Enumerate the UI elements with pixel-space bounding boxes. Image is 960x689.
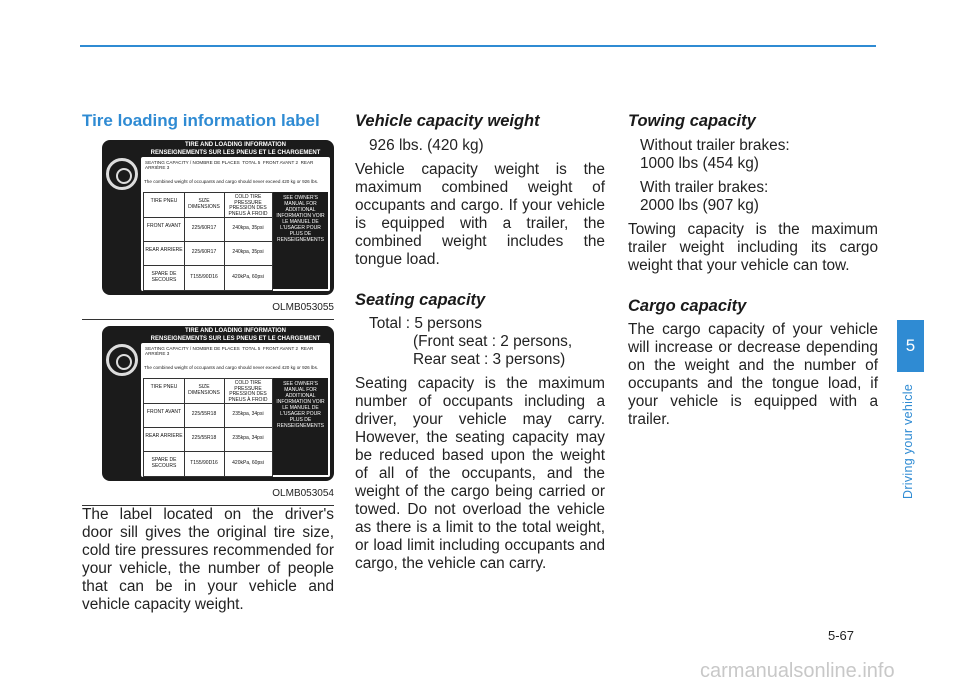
section-heading-tire-label: Tire loading information label xyxy=(82,111,320,130)
seating-front: FRONT AVANT 2 xyxy=(262,160,299,165)
seating-capacity-paragraph: Seating capacity is the maximum number of occupants including a driver, your vehicle may carry. However, the seating capacity may be reduced based upon the weight of all of the occupants, and the weight of the cargo being carried or towed. Do not overload the vehicle as there is a limit to the total weight, or load limit including occupants and cargo, the vehicle can carry. xyxy=(355,375,605,572)
hdr-size: SIZE DIMENSIONS xyxy=(188,198,220,210)
front-label: FRONT AVANT xyxy=(146,409,182,415)
spare-psi: 420kPa, 60psi xyxy=(232,274,264,280)
towing-without-value: 1000 lbs (454 kg) xyxy=(640,155,759,172)
cargo-capacity-heading: Cargo capacity xyxy=(628,297,747,315)
vehicle-capacity-heading: Vehicle capacity weight xyxy=(355,112,540,130)
chapter-title: Driving your vehicle xyxy=(901,383,915,499)
figure-divider xyxy=(82,319,334,320)
vehicle-capacity-value: 926 lbs. (420 kg) xyxy=(369,137,484,154)
seating-en: SEATING CAPACITY xyxy=(145,346,189,351)
spare-size: T155/90D16 xyxy=(190,274,218,280)
seating-row: SEATING CAPACITY / NOMBRE DE PLACES TOTAL 5 FRONT AVANT 2 REAR ARRIÈRE 3 xyxy=(145,346,314,356)
spare-label: SPARE DE SECOURS xyxy=(151,457,177,469)
page-number: 5-67 xyxy=(828,628,855,643)
seating-en: SEATING CAPACITY xyxy=(145,160,189,165)
spare-psi: 420kPa, 60psi xyxy=(232,460,264,466)
towing-with-label: With trailer brakes: xyxy=(640,179,769,196)
seating-front: FRONT AVANT 2 xyxy=(262,346,299,351)
front-size: 225/60R17 xyxy=(191,225,217,231)
tire-label-image xyxy=(102,326,334,481)
front-psi: 240kpa, 35psi xyxy=(232,225,264,231)
label-title xyxy=(141,140,330,158)
image-code: OLMB053055 xyxy=(272,302,334,313)
see-manual-box: SEE OWNER'S MANUAL FOR ADDITIONAL INFORMATION VOIR LE MANUEL DE L'USAGER POUR PLUS DE RENSEIGNEMENTS xyxy=(273,378,328,475)
weight-note: The combined weight of occupants and cargo should never exceed 420 kg or 926 lbs. xyxy=(144,179,319,184)
rear-size: 225/60R17 xyxy=(191,249,217,255)
label-title-en: TIRE AND LOADING INFORMATION xyxy=(185,328,286,334)
seating-total: TOTAL 5 xyxy=(242,160,261,165)
vehicle-capacity-paragraph: Vehicle capacity weight is the maximum combined weight of occupants and cargo. If your vehicle is equipped with a trailer, the combined weight includes the tongue load. xyxy=(355,161,605,268)
seating-total: Total : 5 persons xyxy=(369,315,482,332)
rear-psi: 240kpa, 35psi xyxy=(232,249,264,255)
seating-row: SEATING CAPACITY / NOMBRE DE PLACES TOTAL 5 FRONT AVANT 2 REAR ARRIÈRE 3 xyxy=(145,160,314,170)
column-2 xyxy=(355,108,605,573)
hdr-tire: TIRE PNEU xyxy=(150,198,178,204)
seating-capacity-heading: Seating capacity xyxy=(355,291,486,309)
column-1 xyxy=(82,108,334,613)
seating-total: TOTAL 5 xyxy=(242,346,261,351)
spare-size: T155/90D16 xyxy=(190,460,218,466)
tire-icon xyxy=(106,158,138,190)
watermark: carmanualsonline.info xyxy=(700,660,895,682)
column-3 xyxy=(628,108,878,429)
rear-psi: 235kpa, 34psi xyxy=(232,435,264,441)
rear-label: REAR ARRIERE xyxy=(145,433,183,439)
towing-without-label: Without trailer brakes: xyxy=(640,137,790,154)
label-title xyxy=(141,326,330,344)
tire-table xyxy=(143,378,273,477)
image-code: OLMB053054 xyxy=(272,488,334,499)
tire-label-image xyxy=(102,140,334,295)
tire-label-figure-2 xyxy=(82,326,334,506)
label-body xyxy=(141,343,330,477)
label-title-en: TIRE AND LOADING INFORMATION xyxy=(185,142,286,148)
seating-rear: Rear seat : 3 persons) xyxy=(413,351,566,368)
tire-table xyxy=(143,192,273,291)
hdr-cold: COLD TIRE PRESSURE PRESSION DES PNEUS À FROID xyxy=(228,380,268,403)
tire-icon xyxy=(106,344,138,376)
seating-fr: NOMBRE DE PLACES xyxy=(192,160,240,165)
seating-fr: NOMBRE DE PLACES xyxy=(192,346,240,351)
tire-label-figure-1 xyxy=(82,140,334,320)
seating-rear: REAR ARRIÈRE 3 xyxy=(145,346,314,356)
tire-label-paragraph: The label located on the driver's door sill gives the original tire size, cold tire pressures recommended for your vehicle, the number of people that can be in your vehicle and vehicle capacity weight. xyxy=(82,506,334,613)
towing-capacity-paragraph: Towing capacity is the maximum trailer weight including its cargo weight that your vehicle can tow. xyxy=(628,221,878,274)
rear-label: REAR ARRIERE xyxy=(145,247,183,253)
spare-label: SPARE DE SECOURS xyxy=(151,271,177,283)
front-psi: 235kpa, 34psi xyxy=(232,411,264,417)
weight-note: The combined weight of occupants and cargo should never exceed 420 kg or 926 lbs. xyxy=(144,365,319,370)
label-title-fr: RENSEIGNEMENTS SUR LES PNEUS ET LE CHARGEMENT xyxy=(150,150,321,156)
hdr-size: SIZE DIMENSIONS xyxy=(188,384,220,396)
rear-size: 225/55R18 xyxy=(191,435,217,441)
cargo-capacity-paragraph: The cargo capacity of your vehicle will increase or decrease depending on the weight and the number of occupants and the tongue load, if your vehicle is equipped with a trailer. xyxy=(628,321,878,428)
towing-with-value: 2000 lbs (907 kg) xyxy=(640,197,759,214)
seating-front: (Front seat : 2 persons, xyxy=(413,333,573,350)
hdr-tire: TIRE PNEU xyxy=(150,384,178,390)
front-label: FRONT AVANT xyxy=(146,223,182,229)
see-manual-box: SEE OWNER'S MANUAL FOR ADDITIONAL INFORMATION VOIR LE MANUEL DE L'USAGER POUR PLUS DE RENSEIGNEMENTS xyxy=(273,192,328,289)
label-title-fr: RENSEIGNEMENTS SUR LES PNEUS ET LE CHARGEMENT xyxy=(150,336,321,342)
front-size: 225/55R18 xyxy=(191,411,217,417)
seating-rear: REAR ARRIÈRE 3 xyxy=(145,160,314,170)
towing-capacity-heading: Towing capacity xyxy=(628,112,756,130)
chapter-tab: 5 xyxy=(897,320,924,372)
top-rule xyxy=(80,45,876,47)
hdr-cold: COLD TIRE PRESSURE PRESSION DES PNEUS À FROID xyxy=(228,194,268,217)
label-body xyxy=(141,157,330,291)
